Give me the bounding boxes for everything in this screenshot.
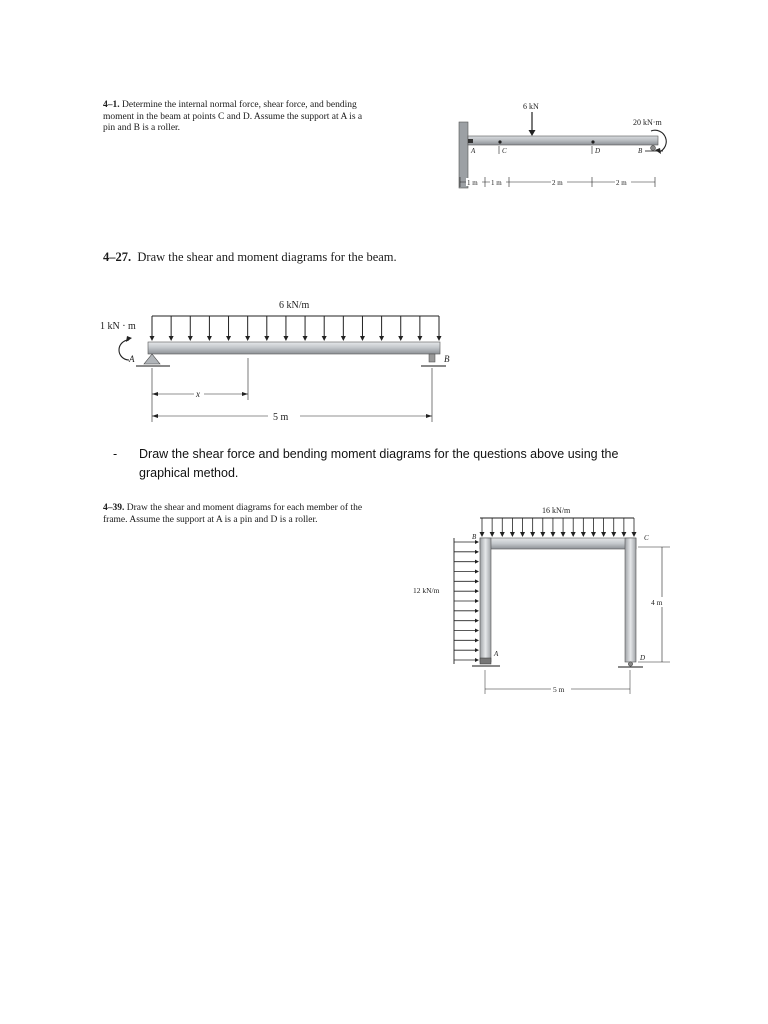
load-arrowhead — [475, 609, 479, 613]
load-arrowhead — [571, 532, 576, 537]
load-arrowhead — [601, 532, 606, 537]
side-load-arrows — [454, 540, 479, 662]
frame-right-column — [625, 538, 636, 662]
load-arrowhead — [360, 336, 365, 341]
load-arrowhead — [475, 570, 479, 574]
dim-span-label: 5 m — [273, 412, 289, 423]
dim-4-label: 2 m — [616, 179, 627, 187]
load-arrowhead — [475, 579, 479, 583]
label-c: C — [502, 147, 507, 155]
problem-4-1-text — [103, 100, 373, 135]
load-arrowhead — [437, 336, 442, 341]
load-arrowhead — [520, 532, 525, 537]
load-arrowhead — [398, 336, 403, 341]
load-arrowhead — [322, 336, 327, 341]
problem-4-1-statement: Determine the internal normal force, shear force, and bending moment in the beam at points C and D. Assume the support at A is a pin and B is a roller. — [103, 100, 363, 133]
problem-4-27-number: 4–27. — [103, 250, 132, 264]
dim-x-arrow-right — [242, 392, 248, 396]
pin-support-a — [480, 658, 491, 664]
load-arrowhead — [303, 336, 308, 341]
load-arrowhead — [480, 532, 485, 537]
load-arrowhead — [150, 336, 155, 341]
instruction-dash: - — [113, 447, 118, 461]
point-load-label: 6 kN — [523, 102, 539, 111]
load-arrowhead — [475, 560, 479, 564]
dim-h-label: 4 m — [651, 598, 663, 607]
load-arrowhead — [540, 532, 545, 537]
load-arrowhead — [500, 532, 505, 537]
dim-x-label: x — [196, 389, 200, 399]
label-d: D — [640, 654, 646, 662]
label-a: A — [471, 147, 476, 155]
moment-arrowhead — [126, 336, 132, 342]
side-load-label: 12 kN/m — [413, 586, 440, 595]
load-arrowhead — [475, 589, 479, 593]
load-arrowhead — [475, 629, 479, 633]
load-arrowhead — [581, 532, 586, 537]
load-arrowhead — [207, 336, 212, 341]
roller-b — [651, 146, 656, 151]
figure-4-27 — [96, 296, 466, 426]
label-c: C — [644, 534, 649, 542]
dim-x-arrow-left — [152, 392, 158, 396]
load-arrowhead — [226, 336, 231, 341]
moment-label: 20 kN·m — [633, 118, 662, 127]
load-arrowhead — [283, 336, 288, 341]
dim-span-arrow-right — [426, 414, 432, 418]
label-a: A — [129, 354, 135, 364]
problem-4-39-statement: Draw the shear and moment diagrams for each member of the frame. Assume the support at A is a pin and D is a roller. — [103, 503, 363, 525]
load-arrowhead — [561, 532, 566, 537]
load-arrowhead — [550, 532, 555, 537]
label-b: B — [444, 354, 450, 364]
load-arrowhead — [475, 648, 479, 652]
load-arrowhead — [341, 336, 346, 341]
load-arrowhead — [475, 638, 479, 642]
dim-span-arrow-left — [152, 414, 158, 418]
point-load-arrowhead — [529, 130, 536, 136]
load-arrowhead — [475, 658, 479, 662]
beam — [148, 342, 440, 354]
load-arrowhead — [475, 550, 479, 554]
problem-4-27-text — [103, 250, 423, 265]
load-arrowhead — [379, 336, 384, 341]
beam — [468, 136, 658, 145]
load-arrowhead — [417, 336, 422, 341]
frame-left-column — [480, 538, 491, 662]
distributed-load-label: 6 kN/m — [279, 300, 310, 311]
moment-arc — [119, 340, 129, 360]
distributed-load-arrows — [150, 316, 442, 341]
point-c-dot — [498, 140, 501, 143]
problem-4-39-number: 4–39. — [103, 503, 125, 513]
dim-2-label: 1 m — [491, 179, 502, 187]
load-arrowhead — [245, 336, 250, 341]
load-arrowhead — [530, 532, 535, 537]
dim-w-label: 5 m — [553, 685, 565, 694]
pin-support-a — [144, 354, 160, 364]
roller-support-d — [628, 662, 632, 666]
figure-4-1 — [455, 98, 677, 194]
top-load-arrows — [480, 518, 637, 537]
problem-4-27-statement: Draw the shear and moment diagrams for the beam. — [137, 250, 397, 264]
load-arrowhead — [632, 532, 637, 537]
point-d-dot — [591, 140, 594, 143]
label-d: D — [595, 147, 601, 155]
dim-3-label: 2 m — [552, 179, 563, 187]
pin-a — [468, 139, 473, 143]
roller-support-b — [429, 354, 435, 362]
load-arrowhead — [169, 336, 174, 341]
dim-1-label: 1 m — [467, 179, 478, 187]
label-a: A — [494, 650, 499, 658]
label-b: B — [472, 533, 477, 541]
top-load-label: 16 kN/m — [542, 506, 571, 515]
load-arrowhead — [591, 532, 596, 537]
problem-4-1-number: 4–1. — [103, 100, 120, 110]
load-arrowhead — [621, 532, 626, 537]
load-arrowhead — [611, 532, 616, 537]
figure-4-39 — [410, 502, 672, 700]
load-arrowhead — [490, 532, 495, 537]
load-arrowhead — [510, 532, 515, 537]
load-arrowhead — [264, 336, 269, 341]
instruction-text: Draw the shear force and bending moment diagrams for the questions above using the graphical method. — [139, 447, 619, 480]
load-arrowhead — [188, 336, 193, 341]
frame-top-member — [480, 538, 636, 549]
problem-4-39-text — [103, 503, 378, 526]
label-b: B — [638, 147, 643, 155]
load-arrowhead — [475, 619, 479, 623]
moment-label: 1 kN · m — [100, 321, 136, 332]
load-arrowhead — [475, 599, 479, 603]
